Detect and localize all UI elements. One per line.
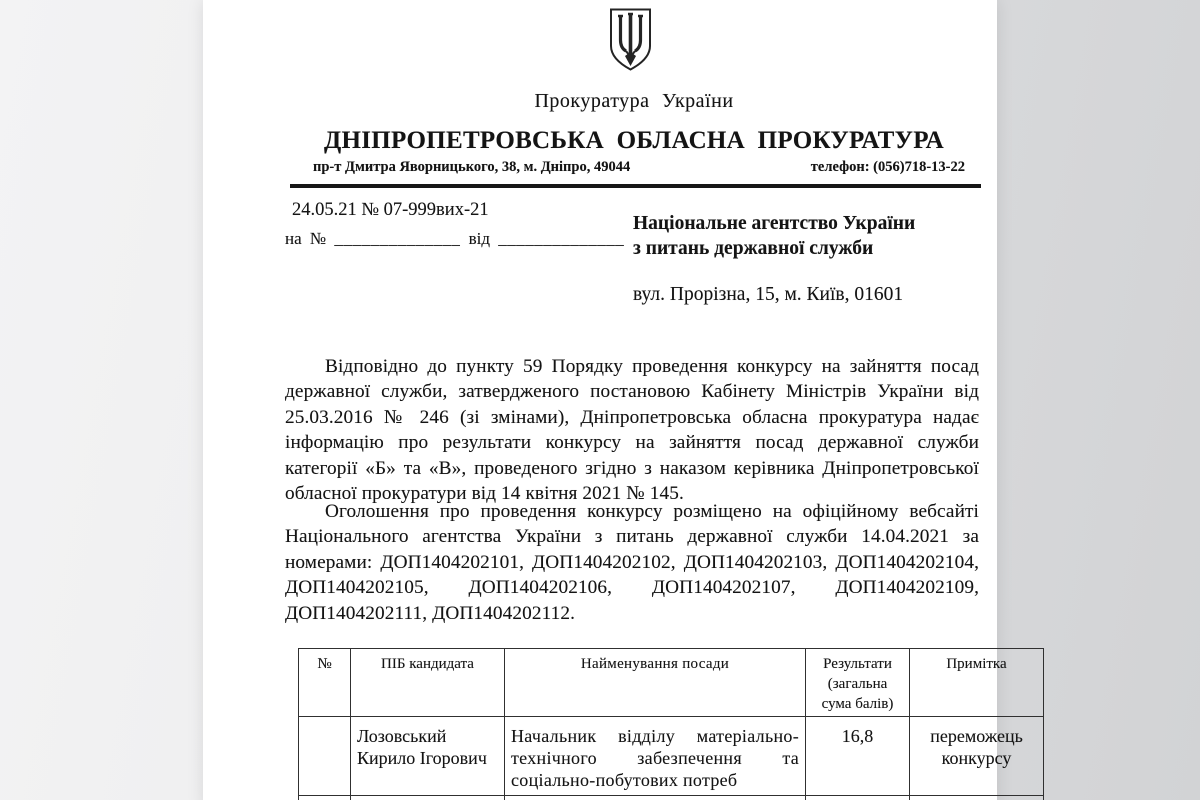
body-paragraph-1: Відповідно до пункту 59 Порядку проведення конкурсу на зайняття посад державної служби, затвердженого постановою Кабінету Міністрів України від 25.03.2016 № 246 (зі змінами), Дніпропетровська обласна прокуратура надає інформацію про результати конкурсу на зайняття посад державної служби категорії «Б» та «В», проведеного згідно з наказом керівника Дніпропетровської обласної прокуратури від 14 квітня 2021 № 145. — [285, 356, 979, 505]
org-name-small: Прокуратура України — [534, 90, 734, 112]
recipient-address: вул. Прорізна, 15, м. Київ, 01601 — [633, 284, 904, 305]
cell-score: 16,8 — [806, 717, 910, 796]
document-page — [203, 0, 1023, 800]
body-paragraph-2: Оголошення про проведення конкурсу розміщено на офіційному вебсайті Національного агентства України з питань державної служби 14.04.2021 за номерами: ДОП1404202101, ДОП1404202102, ДОП1404202103, ДОП1404202104, ДОП1404202105, ДОП1404202106, ДОП1404202107, ДОП1404202109, ДОП1404202111, ДОП1404202112. — [285, 501, 979, 624]
reply-blank-number: ______________ — [334, 229, 461, 248]
reply-blank-date: ______________ — [498, 229, 625, 248]
recipient-name-line2: з питань державної служби — [633, 237, 874, 259]
tryzub-icon — [608, 7, 653, 73]
letterhead-contact-row — [313, 159, 965, 176]
header-cell-number: № — [299, 649, 351, 717]
header-cell-name: ПІБ кандидата — [351, 649, 505, 717]
org-title: ДНІПРОПЕТРОВСЬКА ОБЛАСНА ПРОКУРАТУРА — [324, 127, 944, 154]
org-phone: телефон: (056)718-13-22 — [810, 159, 965, 175]
reply-reference-line — [285, 229, 624, 249]
table-row — [299, 717, 1044, 796]
outgoing-number: 24.05.21 № 07-999вих-21 — [292, 200, 489, 220]
reply-prefix: на № — [285, 229, 327, 248]
recipient-name-line1: Національне агентство України — [633, 213, 916, 234]
letterhead-rule — [290, 184, 981, 188]
table-row-partial — [299, 796, 1044, 800]
cell-position: Начальник відділу матеріально-технічного забезпечення та соціально-побутових потреб — [505, 717, 806, 796]
reply-mid: від — [468, 229, 491, 248]
results-table — [298, 648, 1044, 800]
recipient-name — [633, 212, 963, 261]
header-cell-score: Результати (загальна сума балів) — [806, 649, 910, 717]
cell-number — [299, 717, 351, 796]
cell-note: переможець конкурсу — [910, 717, 1044, 796]
org-address: пр-т Дмитра Яворницького, 38, м. Дніпро, 49044 — [313, 159, 631, 175]
cell-name: Лозовський Кирило Ігорович — [351, 717, 505, 796]
header-cell-position: Найменування посади — [505, 649, 806, 717]
header-cell-note: Примітка — [910, 649, 1044, 717]
table-header-row — [299, 649, 1044, 717]
